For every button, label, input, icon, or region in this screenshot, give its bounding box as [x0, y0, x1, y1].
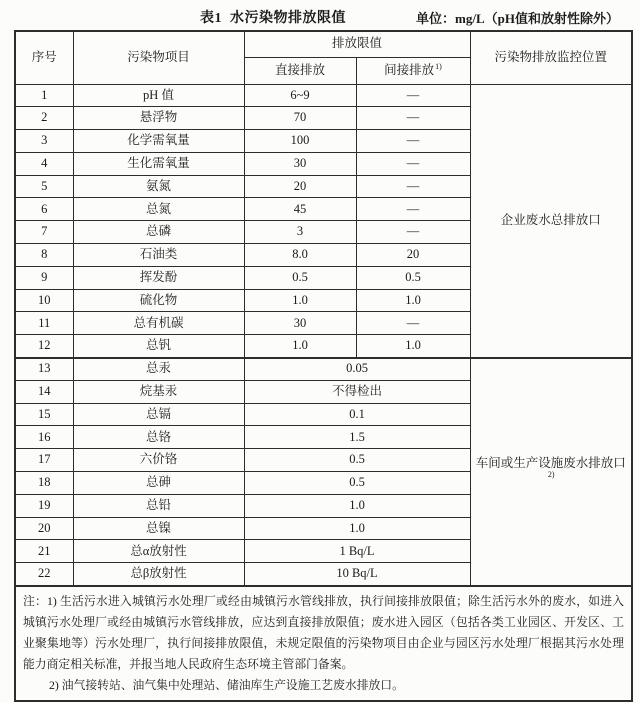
- direct-limit-cell: 3: [244, 221, 356, 244]
- pollutant-name-cell: pH 值: [73, 84, 244, 107]
- pollutant-name-cell: 总钒: [73, 335, 244, 358]
- pollutant-name-cell: 总β放射性: [73, 563, 244, 586]
- monitoring-location-cell: [470, 84, 632, 358]
- indirect-limit-cell: —: [356, 130, 470, 153]
- direct-limit-cell: 1.0: [244, 289, 356, 312]
- limit-value-merged-cell: 1.0: [244, 517, 470, 540]
- row-number-cell: 20: [15, 517, 73, 540]
- row-number-cell: 4: [15, 152, 73, 175]
- note-2-text: 2) 油气接转站、油气集中处理站、储油库生产设施工艺废水排放口。: [49, 677, 404, 692]
- pollutant-name-cell: 总α放射性: [73, 540, 244, 563]
- pollutant-name-cell: 化学需氧量: [73, 130, 244, 153]
- row-number-cell: 16: [15, 426, 73, 449]
- pollutant-name-cell: 总有机碳: [73, 312, 244, 335]
- footnote-1-ref-icon: 1): [435, 61, 442, 71]
- limit-value-merged-cell: 0.05: [244, 358, 470, 381]
- table-header: [15, 31, 632, 84]
- pollutant-name-cell: 烷基汞: [73, 380, 244, 403]
- limit-value-merged-cell: 不得检出: [244, 380, 470, 403]
- indirect-limit-cell: 1.0: [356, 335, 470, 358]
- pollutant-name-cell: 挥发酚: [73, 266, 244, 289]
- row-number-cell: 19: [15, 494, 73, 517]
- direct-limit-cell: 8.0: [244, 244, 356, 267]
- table-body: [15, 84, 632, 586]
- header-indirect-label: 间接排放: [384, 62, 435, 77]
- header-cell-item: 污染物项目: [73, 31, 244, 84]
- notes-cell: [15, 586, 632, 701]
- limit-value-merged-cell: 0.1: [244, 403, 470, 426]
- direct-limit-cell: 0.5: [244, 266, 356, 289]
- monitoring-location-cell: [470, 358, 632, 586]
- direct-limit-cell: 45: [244, 198, 356, 221]
- pollutant-name-cell: 硫化物: [73, 289, 244, 312]
- header-cell-limit-group: 排放限值: [244, 31, 470, 57]
- row-number-cell: 21: [15, 540, 73, 563]
- row-number-cell: 7: [15, 221, 73, 244]
- row-number-cell: 9: [15, 266, 73, 289]
- table-row: [15, 84, 632, 107]
- row-number-cell: 3: [15, 130, 73, 153]
- limit-value-merged-cell: 0.5: [244, 449, 470, 472]
- pollutant-name-cell: 总镉: [73, 403, 244, 426]
- indirect-limit-cell: —: [356, 221, 470, 244]
- header-cell-monitoring: 污染物排放监控位置: [470, 31, 632, 84]
- direct-limit-cell: 20: [244, 175, 356, 198]
- pollutant-name-cell: 氨氮: [73, 175, 244, 198]
- pollutant-name-cell: 总铅: [73, 494, 244, 517]
- direct-limit-cell: 30: [244, 152, 356, 175]
- unit-label: 单位：mg/L（pH值和放射性除外）: [416, 11, 619, 26]
- row-number-cell: 10: [15, 289, 73, 312]
- indirect-limit-cell: —: [356, 175, 470, 198]
- notes-row: [15, 586, 632, 701]
- row-number-cell: 2: [15, 107, 73, 130]
- table-caption: [0, 5, 640, 27]
- row-number-cell: 13: [15, 358, 73, 381]
- limit-value-merged-cell: 1 Bq/L: [244, 540, 470, 563]
- row-number-cell: 5: [15, 175, 73, 198]
- indirect-limit-cell: 20: [356, 244, 470, 267]
- indirect-limit-cell: —: [356, 152, 470, 175]
- row-number-cell: 17: [15, 449, 73, 472]
- direct-limit-cell: 1.0: [244, 335, 356, 358]
- direct-limit-cell: 6~9: [244, 84, 356, 107]
- row-number-cell: 11: [15, 312, 73, 335]
- row-number-cell: 8: [15, 244, 73, 267]
- indirect-limit-cell: 1.0: [356, 289, 470, 312]
- row-number-cell: 6: [15, 198, 73, 221]
- pollutant-name-cell: 总铬: [73, 426, 244, 449]
- limit-value-merged-cell: 0.5: [244, 472, 470, 495]
- pollutant-name-cell: 石油类: [73, 244, 244, 267]
- pollutant-name-cell: 总镍: [73, 517, 244, 540]
- row-number-cell: 1: [15, 84, 73, 107]
- direct-limit-cell: 70: [244, 107, 356, 130]
- limit-value-merged-cell: 10 Bq/L: [244, 563, 470, 586]
- table-row: [15, 358, 632, 381]
- monitoring-location-label: 车间或生产设施废水排放口: [475, 455, 626, 470]
- pollutant-name-cell: 悬浮物: [73, 107, 244, 130]
- header-cell-direct: 直接排放: [244, 57, 356, 84]
- row-number-cell: 14: [15, 380, 73, 403]
- indirect-limit-cell: —: [356, 312, 470, 335]
- pollutant-name-cell: 总磷: [73, 221, 244, 244]
- header-row-1: [15, 31, 632, 57]
- direct-limit-cell: 30: [244, 312, 356, 335]
- table-notes-section: [15, 586, 632, 701]
- pollutant-name-cell: 总砷: [73, 472, 244, 495]
- limit-value-merged-cell: 1.0: [244, 494, 470, 517]
- direct-limit-cell: 100: [244, 130, 356, 153]
- row-number-cell: 15: [15, 403, 73, 426]
- pollutant-name-cell: 总氮: [73, 198, 244, 221]
- row-number-cell: 18: [15, 472, 73, 495]
- indirect-limit-cell: —: [356, 107, 470, 130]
- monitoring-location-label: 企业废水总排放口: [500, 212, 601, 227]
- header-cell-indirect: [356, 57, 470, 84]
- water-pollutant-limits-table: [14, 30, 633, 702]
- indirect-limit-cell: —: [356, 198, 470, 221]
- indirect-limit-cell: —: [356, 84, 470, 107]
- row-number-cell: 22: [15, 563, 73, 586]
- indirect-limit-cell: 0.5: [356, 266, 470, 289]
- note-1-text: 注：1) 生活污水进入城镇污水处理厂或经由城镇污水管线排放，执行间接排放限值；除生活污水外的废水，如进入城镇污水处理厂或经由城镇污水管线排放，应达到直接排放限值；废水进入园区（包括各类工业园区、开发区、工业聚集地等）污水处理厂，执行间接排放限值，未规定限值的污染物项目由企业与园区污水处理厂根据其污水处理能力商定相关标准，并报当地人民政府生态环境主管部门备案。: [23, 593, 625, 671]
- row-number-cell: 12: [15, 335, 73, 358]
- pollutant-name-cell: 生化需氧量: [73, 152, 244, 175]
- pollutant-name-cell: 总汞: [73, 358, 244, 381]
- table-title: 表1 水污染物排放限值: [200, 11, 346, 26]
- header-cell-no: 序号: [15, 31, 73, 84]
- limit-value-merged-cell: 1.5: [244, 426, 470, 449]
- pollutant-name-cell: 六价铬: [73, 449, 244, 472]
- footnote-2-ref-icon: 2): [547, 470, 555, 480]
